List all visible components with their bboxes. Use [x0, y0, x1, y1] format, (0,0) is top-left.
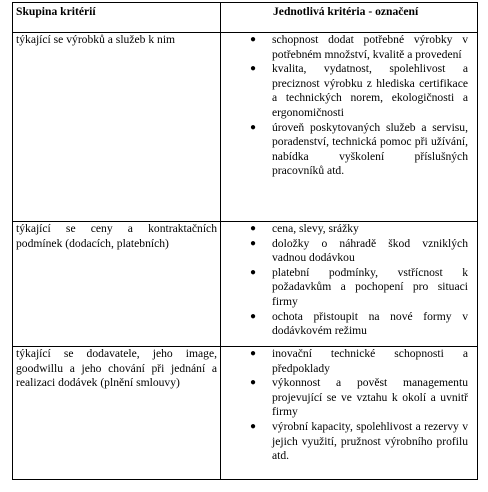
- criteria-text: výrobní kapacity, spolehlivost a rezervy v jejich využití, pružnost výrobního profilu atd.: [272, 419, 468, 463]
- list-item: [250, 120, 468, 179]
- group-cell: týkající se dodavatele, jeho image, goodwillu a jeho chování při jednání a realizaci dodávek (plnění smlouvy): [13, 347, 221, 480]
- criteria-cell: [221, 33, 478, 222]
- header-group: Skupina kritérií: [13, 3, 221, 33]
- list-item: [250, 222, 468, 237]
- bullet-dot-icon: ●: [250, 420, 257, 432]
- header-criteria: Jednotlivá kritéria - označení: [221, 3, 478, 33]
- criteria-list: [224, 222, 474, 339]
- list-item: [250, 62, 468, 120]
- criteria-cell: [221, 222, 478, 347]
- criteria-text: kvalita, vydatnost, spolehlivost a preciznost výrobku z hlediska certifikace a technických norem, ekologičnosti a ergonomičnosti: [272, 62, 468, 119]
- list-item: [250, 419, 468, 464]
- criteria-text: ochota přistoupit na nové formy v dodávkovém režimu: [272, 309, 468, 338]
- criteria-text: cena, slevy, srážky: [272, 222, 359, 235]
- list-item: [250, 33, 468, 62]
- bullet-dot-icon: ●: [250, 223, 257, 234]
- list-item: [250, 236, 468, 266]
- group-cell: týkající se výrobků a služeb k nim: [13, 33, 221, 222]
- bullet-dot-icon: ●: [250, 266, 257, 278]
- criteria-text: schopnost dodat potřebné výrobky v potřebném množství, kvalitě a provedení: [272, 33, 468, 61]
- criteria-text: platební podmínky, vstřícnost k požadavkům a pochopení pro situaci firmy: [272, 265, 468, 308]
- table-row: [13, 33, 478, 222]
- bullet-dot-icon: ●: [250, 121, 257, 133]
- criteria-text: úroveň poskytovaných služeb a servisu, poradenství, technická pomoc při užívání, nabídka vyškolení příslušných pracovníků atd.: [272, 120, 468, 178]
- criteria-text: inovační technické schopnosti a předpoklady: [272, 347, 468, 375]
- list-item: [250, 265, 468, 310]
- criteria-text: doložky o náhradě škod vzniklých vadnou dodávkou: [272, 236, 468, 265]
- table-row: [13, 347, 478, 480]
- table-row: [13, 222, 478, 347]
- bullet-dot-icon: ●: [250, 348, 257, 359]
- criteria-text: výkonnost a pověst managementu projevující se ve vztahu k okolí a uvnitř firmy: [272, 376, 468, 419]
- list-item: [250, 309, 468, 339]
- list-item: [250, 347, 468, 376]
- criteria-list: [224, 33, 474, 179]
- table-header-row: [13, 3, 478, 33]
- bullet-dot-icon: ●: [250, 377, 257, 389]
- bullet-dot-icon: ●: [250, 310, 257, 322]
- bullet-dot-icon: ●: [250, 237, 257, 249]
- bullet-dot-icon: ●: [250, 63, 257, 75]
- group-cell: týkající se ceny a kontraktačních podmínek (dodacích, platebních): [13, 222, 221, 347]
- bullet-dot-icon: ●: [250, 34, 257, 45]
- criteria-list: [224, 347, 474, 464]
- list-item: [250, 376, 468, 420]
- criteria-table: [12, 2, 478, 480]
- criteria-cell: [221, 347, 478, 480]
